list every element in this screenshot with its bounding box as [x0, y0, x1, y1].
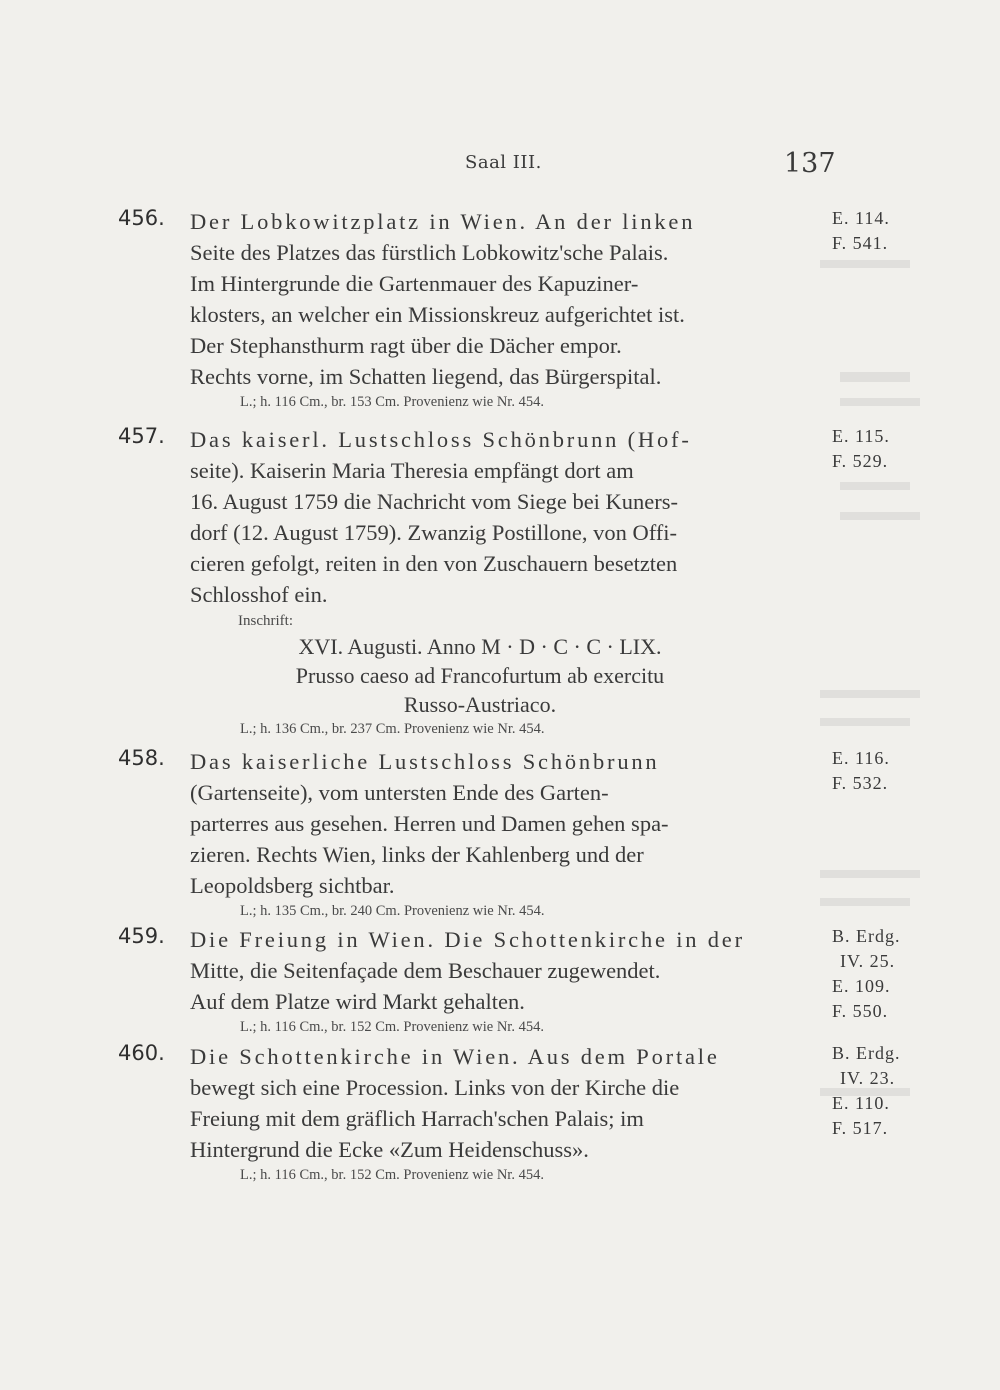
entry-text	[190, 1041, 720, 1185]
entry-meta: L.; h. 136 Cm., br. 237 Cm. Provenienz wie Nr. 454.	[240, 721, 545, 737]
entry-number: 459.	[118, 924, 165, 948]
entry-references	[832, 1041, 932, 1141]
entry-line: zieren. Rechts Wien, links der Kahlenberg und der	[190, 842, 644, 867]
entry-number: 458.	[118, 746, 165, 770]
entry-references	[832, 924, 932, 1024]
entry-meta: L.; h. 116 Cm., br. 152 Cm. Provenienz wie Nr. 454.	[240, 1019, 544, 1035]
entry-references	[832, 424, 932, 474]
entry-line: (Gartenseite), vom untersten Ende des Garten-	[190, 780, 609, 805]
entry-line: Der Lobkowitzplatz in Wien. An der linken	[190, 209, 696, 234]
entry-line: Leopoldsberg sichtbar.	[190, 873, 395, 898]
entry-line: Das kaiserliche Lustschloss Schönbrunn	[190, 749, 660, 774]
entry-line: Seite des Platzes das fürstlich Lobkowitz'sche Palais.	[190, 240, 669, 265]
entry-line: 16. August 1759 die Nachricht vom Siege bei Kuners-	[190, 489, 679, 514]
reference: E. 109.	[832, 976, 891, 996]
reference: F. 532.	[832, 773, 889, 793]
reference: F. 517.	[832, 1118, 889, 1138]
reference: F. 550.	[832, 1001, 889, 1021]
page-number: 137	[784, 148, 836, 179]
entry-line: parterres aus gesehen. Herren und Damen gehen spa-	[190, 811, 669, 836]
inscription-line: XVI. Augusti. Anno M · D · C · C · LIX.	[298, 634, 662, 659]
reference: B. Erdg.	[832, 926, 901, 946]
entry-text	[190, 424, 720, 739]
entry-line: bewegt sich eine Procession. Links von der Kirche die	[190, 1075, 680, 1100]
entry-references	[832, 746, 932, 796]
reference: IV. 23.	[840, 1068, 896, 1088]
entry-text	[190, 924, 745, 1037]
entry-line: Im Hintergrunde die Gartenmauer des Kapuziner-	[190, 271, 639, 296]
entry-number: 460.	[118, 1041, 165, 1065]
inscription-line: Russo-Austriaco.	[403, 692, 557, 717]
entry-line: Mitte, die Seitenfaçade dem Beschauer zugewendet.	[190, 958, 661, 983]
entry-line: Hintergrund die Ecke «Zum Heidenschuss».	[190, 1137, 589, 1162]
entry-line: Rechts vorne, im Schatten liegend, das Bürgerspital.	[190, 364, 662, 389]
entry-line: dorf (12. August 1759). Zwanzig Postillone, von Offi-	[190, 520, 678, 545]
entry-line: Die Freiung in Wien. Die Schottenkirche in der	[190, 927, 745, 952]
entry-line: Die Schottenkirche in Wien. Aus dem Portale	[190, 1044, 720, 1069]
reference: E. 116.	[832, 748, 890, 768]
entry-line: Freiung mit dem gräflich Harrach'schen Palais; im	[190, 1106, 644, 1131]
reference: E. 110.	[832, 1093, 890, 1113]
entry-line: Auf dem Platze wird Markt gehalten.	[190, 989, 525, 1014]
entry-line: klosters, an welcher ein Missionskreuz aufgerichtet ist.	[190, 302, 685, 327]
reference: F. 541.	[832, 233, 889, 253]
entry-meta: L.; h. 116 Cm., br. 153 Cm. Provenienz wie Nr. 454.	[240, 394, 544, 410]
inscription-label: Inschrift:	[238, 613, 293, 629]
entry-line: seite). Kaiserin Maria Theresia empfängt dort am	[190, 458, 634, 483]
reference: E. 115.	[832, 426, 890, 446]
entry-references	[832, 206, 932, 256]
reference: B. Erdg.	[832, 1043, 901, 1063]
reference: F. 529.	[832, 451, 889, 471]
reference: IV. 25.	[840, 951, 896, 971]
running-header: Saal III.	[465, 152, 542, 173]
entry-number: 456.	[118, 206, 165, 230]
entry-text	[190, 746, 720, 921]
inscription-line: Prusso caeso ad Francofurtum ab exercitu	[295, 663, 665, 688]
entry-line: Schlosshof ein.	[190, 582, 328, 607]
entry-text	[190, 206, 720, 412]
entry-line: Das kaiserl. Lustschloss Schönbrunn (Hof-	[190, 427, 692, 452]
reference: E. 114.	[832, 208, 890, 228]
entry-number: 457.	[118, 424, 165, 448]
entry-meta: L.; h. 135 Cm., br. 240 Cm. Provenienz wie Nr. 454.	[240, 903, 545, 919]
entry-meta: L.; h. 116 Cm., br. 152 Cm. Provenienz wie Nr. 454.	[240, 1167, 544, 1183]
entry-line: Der Stephansthurm ragt über die Dächer empor.	[190, 333, 622, 358]
entry-line: cieren gefolgt, reiten in den von Zuschauern besetzten	[190, 551, 678, 576]
